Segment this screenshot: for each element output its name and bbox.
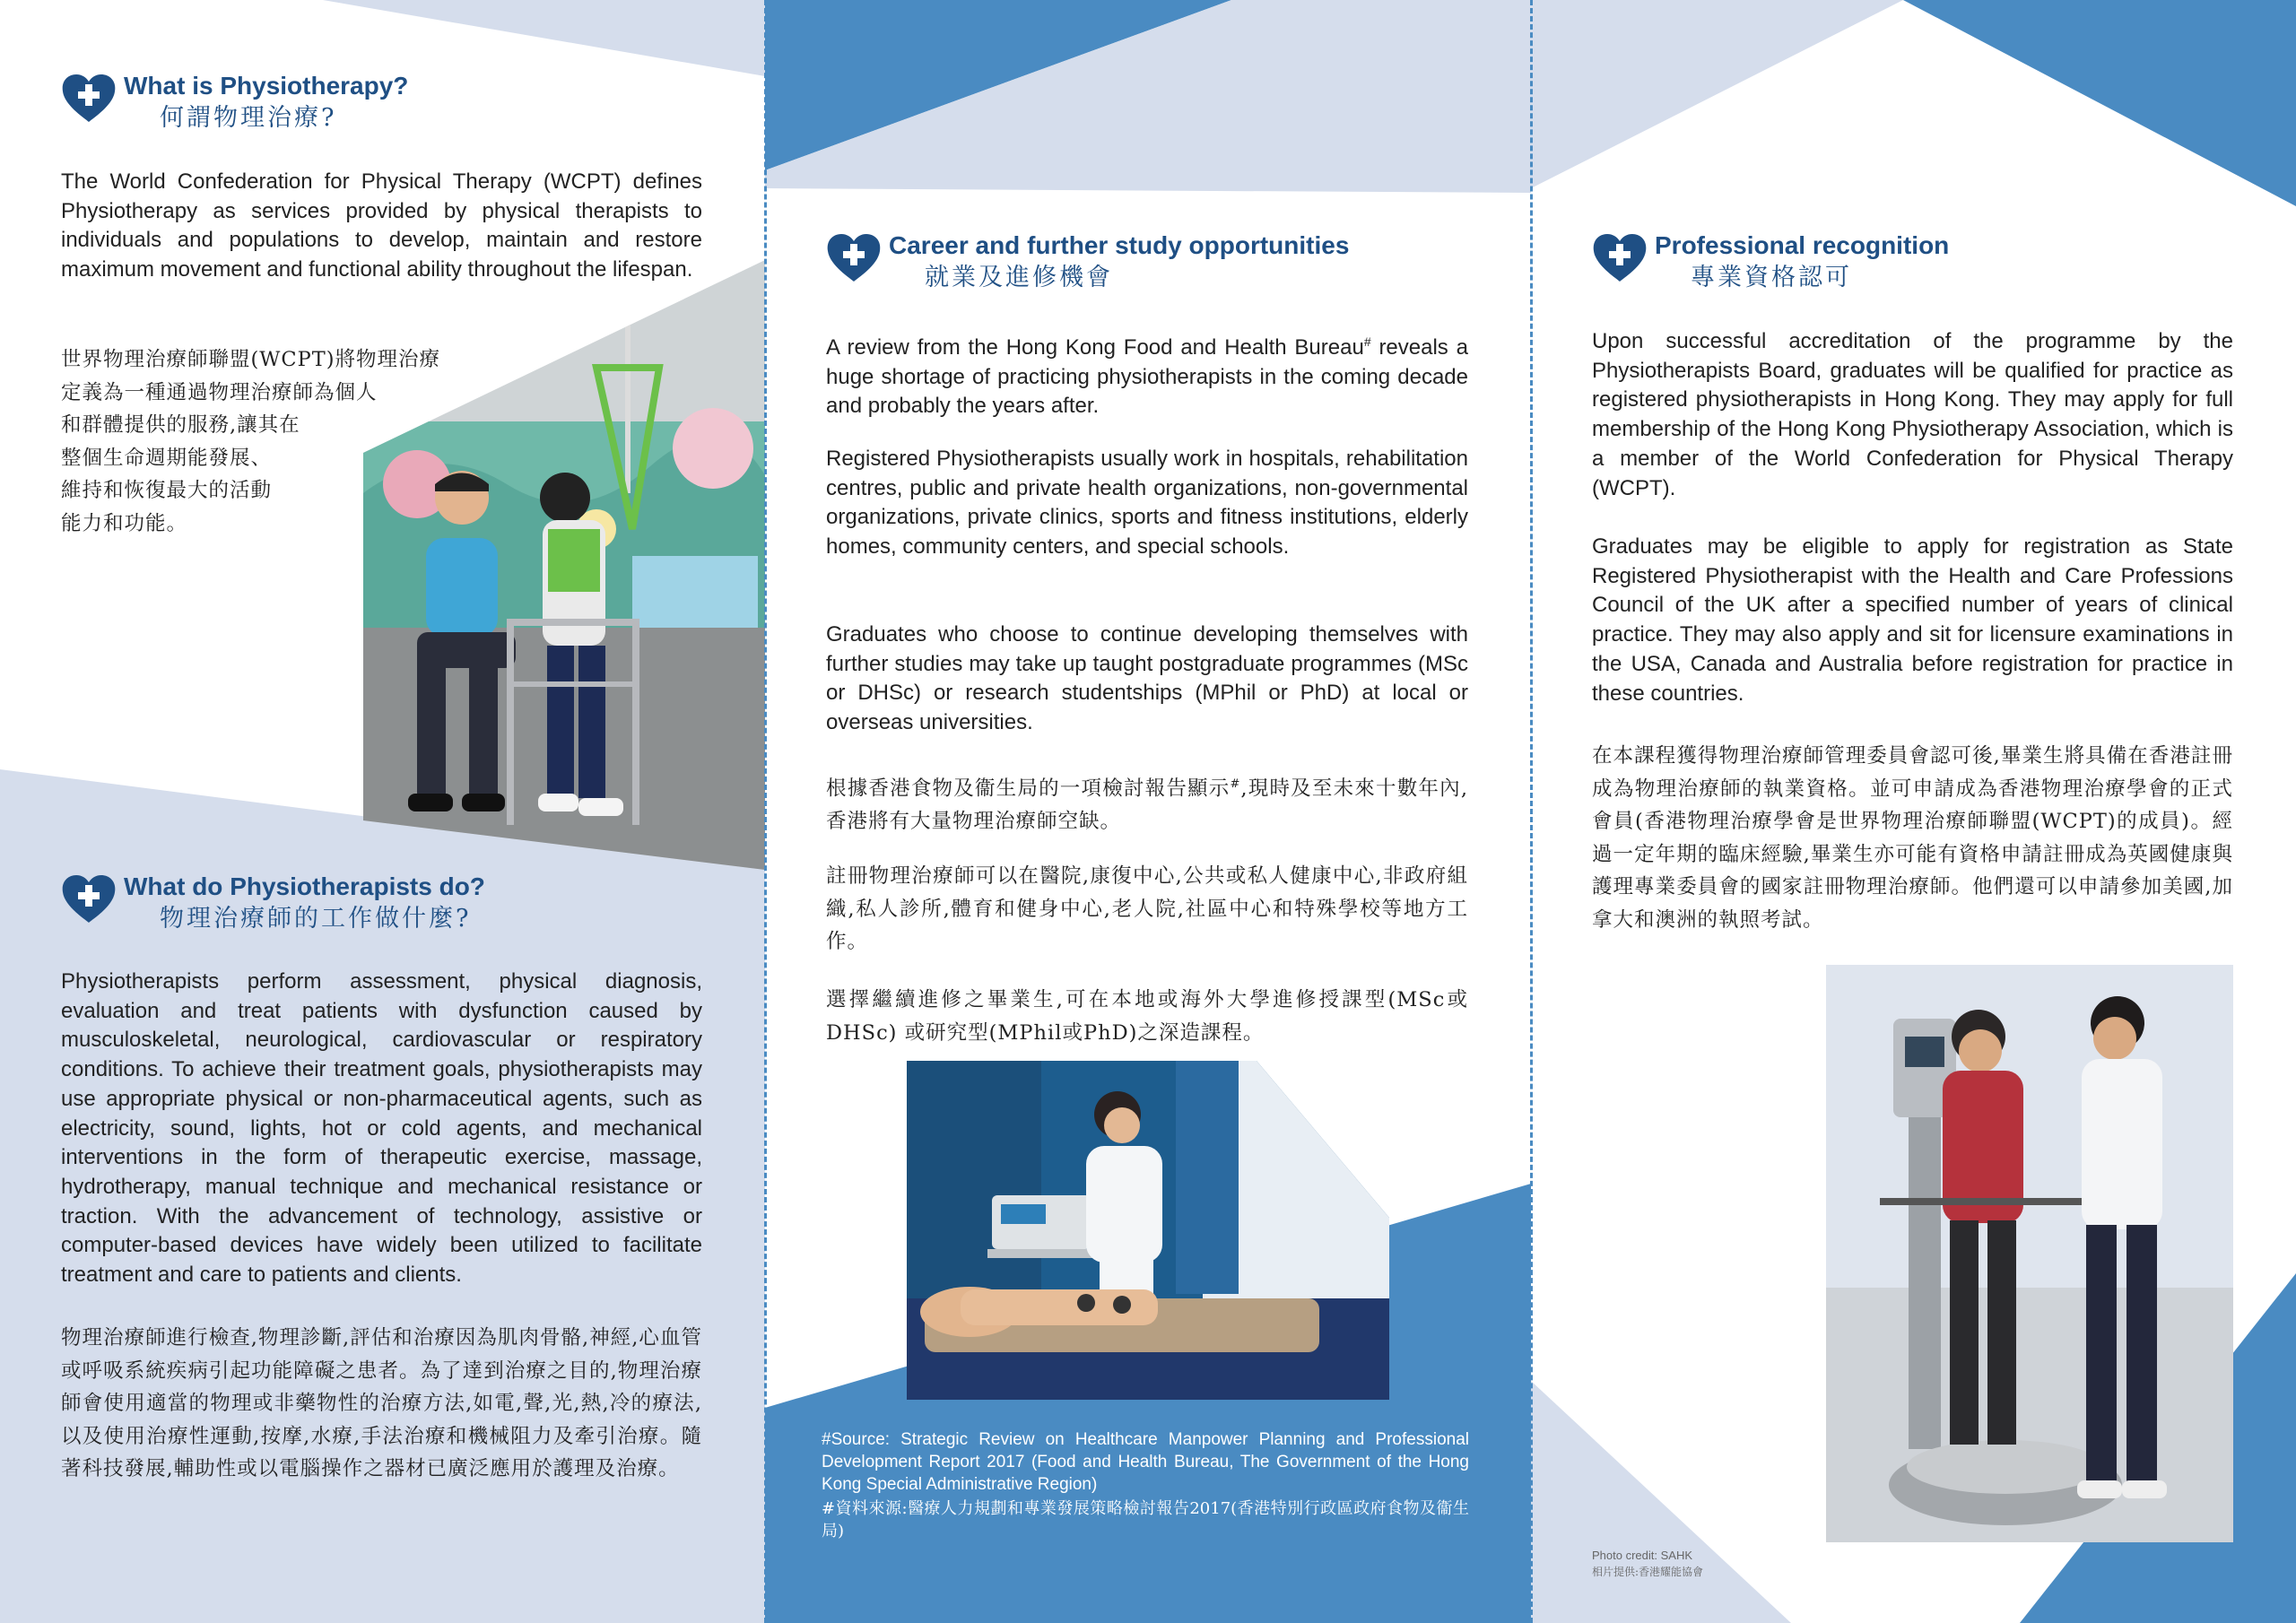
heading-title-zh: 何謂物理治療? <box>160 104 337 132</box>
heading-title-en: What do Physiotherapists do? <box>124 872 485 900</box>
heading-career-opportunities <box>826 230 1349 294</box>
heart-plus-icon <box>61 874 117 924</box>
career-paragraph-3-zh: 選擇繼續進修之畢業生,可在本地或海外大學進修授課型(MSc或DHSc) 或研究型(MPhil或PhD)之深造課程。 <box>826 988 1468 1045</box>
zh-line: 定義為一種通過物理治療師為個人 <box>61 380 378 404</box>
source-footnote-en: #Source: Strategic Review on Healthcare Manpower Planning and Professional Development Report 2017 (Food and Health Bureau, The Government of the Hong Kong Special Administrative Region) <box>822 1430 1469 1494</box>
career-paragraph-1-en <box>826 327 1468 421</box>
what-physios-do-paragraph-zh: 物理治療師進行檢查,物理診斷,評估和治療因為肌肉骨骼,神經,心血管或呼吸系統疾病引起功能障礙之患者。為了達到治療之目的,物理治療師會使用適當的物理或非藥物性的治療方法,如電,聲,光,熱,冷的療法,以及使用治療性運動,按摩,水療,手法治療和機械阻力及牽引治療。隨著科技發展,輔助性或以電腦操作之器材已廣泛應用於護理及治療。 <box>61 1326 702 1480</box>
photo-credit <box>1592 1548 1703 1580</box>
footnote-mark: # <box>1363 334 1371 349</box>
footnote-mark: # <box>1230 777 1241 791</box>
heading-what-do-physiotherapists-do <box>61 871 485 935</box>
career-paragraph-1-zh-text: 根據香港食物及衞生局的一項檢討報告顯示 <box>826 777 1231 801</box>
career-paragraph-2-zh: 註冊物理治療師可以在醫院,康復中心,公共或私人健康中心,非政府組織,私人診所,體育和健身中心,老人院,社區中心和特殊學校等地方工作。 <box>826 864 1468 953</box>
panel-career-opportunities <box>765 0 1531 1623</box>
career-paragraph-1-zh <box>826 768 1468 838</box>
heading-title-zh: 物理治療師的工作做什麼? <box>160 905 472 933</box>
heart-plus-icon <box>1592 233 1648 283</box>
photo-therapist-patient-balance-platform <box>1826 965 2233 1542</box>
heading-title-en: Career and further study opportunities <box>889 231 1350 259</box>
heart-plus-icon <box>61 74 117 124</box>
zh-line: 整個生命週期能發展、 <box>61 446 273 470</box>
zh-line: 世界物理治療師聯盟(WCPT)將物理治療 <box>61 348 441 371</box>
recognition-paragraph-1-en: Upon successful accreditation of the programme by the Physiotherapists Board, graduates will be qualified for practice as registered physiotherapists in Hong Kong. They may apply for full membership of the Hong Kong Physiotherapy Association, which is a member of the World Confederation for Physical Therapy (WCPT). <box>1592 329 2233 500</box>
career-paragraph-3-en: Graduates who choose to continue developing themselves with further studies may take up taught postgraduate programmes (MSc or DHSc) or research studentships (MPhil or PhD) at local or overseas universities. <box>826 622 1468 735</box>
zh-line: 和群體提供的服務,讓其在 <box>61 413 300 437</box>
panel-what-is-physiotherapy <box>0 0 765 1623</box>
recognition-paragraph-zh: 在本課程獲得物理治療師管理委員會認可後,畢業生將具備在香港註冊成為物理治療師的執業資格。並可申請成為香港物理治療學會的正式會員(香港物理治療學會是世界物理治療師聯盟(WCPT)的成員)。經過一定年期的臨床經驗,畢業生亦可能有資格申請註冊成為英國健康與護理專業委員會的國家註冊物理治療師。他們還可以申請參加美國,加拿大和澳洲的執照考試。 <box>1592 744 2233 932</box>
heading-title-zh: 就業及進修機會 <box>925 264 1113 291</box>
heading-professional-recognition <box>1592 230 1949 294</box>
panel-professional-recognition <box>1531 0 2296 1623</box>
career-paragraph-2-en: Registered Physiotherapists usually work in hospitals, rehabilitation centres, public and private health organizations, non-governmental organizations, private clinics, sports and fitness institutions, elderly homes, community centers, and special schools. <box>826 447 1468 560</box>
photo-therapist-electrotherapy-back <box>907 1061 1389 1400</box>
zh-line: 維持和恢復最大的活動 <box>61 479 273 502</box>
fold-line-2 <box>1530 0 1533 1623</box>
what-is-physio-paragraph-zh <box>61 343 527 540</box>
career-paragraph-1-text: A review from the Hong Kong Food and Health Bureau <box>826 335 1364 360</box>
heading-what-is-physiotherapy <box>61 70 408 135</box>
career-paragraph-1-zh-text: ,現時及至未來十數年內,香港將有大量物理治療師空缺。 <box>826 777 1468 833</box>
source-footnote-zh: #資料來源:醫療人力規劃和專業發展策略檢討報告2017(香港特別行政區政府食物及衞生局) <box>822 1499 1469 1541</box>
heading-title-en: What is Physiotherapy? <box>124 72 409 100</box>
what-physios-do-paragraph-en: Physiotherapists perform assessment, physical diagnosis, evaluation and treat patients with dysfunction caused by musculoskeletal, neurological, cardiovascular or respiratory conditions. To achieve their treatment goals, physiotherapists may use appropriate physical or non-pharmaceutical agents, such as electricity, sound, lights, hot or cold agents, and mechanical interventions in the form of therapeutic exercise, massage, hydrotherapy, manual technique and mechanical resistance or traction. With the advancement of technology, assistive or computer-based devices have widely been utilized to facilitate treatment and care to patients and clients. <box>61 969 702 1288</box>
zh-line: 能力和功能。 <box>61 511 188 535</box>
recognition-paragraph-2-en: Graduates may be eligible to apply for registration as State Registered Physiotherapist with the Health and Care Professions Council of the UK after a specified number of years of clinical practice. They may also apply and sit for licensure examinations in the USA, Canada and Australia before registration for practice in these countries. <box>1592 534 2233 706</box>
source-footnote <box>822 1428 1469 1542</box>
photo-credit-zh: 相片提供:香港耀能協會 <box>1592 1566 1704 1578</box>
photo-credit-en: Photo credit: SAHK <box>1592 1549 1692 1562</box>
what-is-physio-paragraph-en: The World Confederation for Physical Therapy (WCPT) defines Physiotherapy as services provided by physical therapists to individuals and populations to develop, maintain and restore maximum movement and functional ability throughout the lifespan. <box>61 169 702 282</box>
heart-plus-icon <box>826 233 882 283</box>
fold-line-1 <box>764 0 767 1623</box>
heading-title-zh: 專業資格認可 <box>1691 264 1852 291</box>
career-paragraph-1-text: reveals a huge shortage of practicing physiotherapists in the coming decade and probably the years after. <box>826 335 1468 419</box>
heading-title-en: Professional recognition <box>1655 231 1950 259</box>
